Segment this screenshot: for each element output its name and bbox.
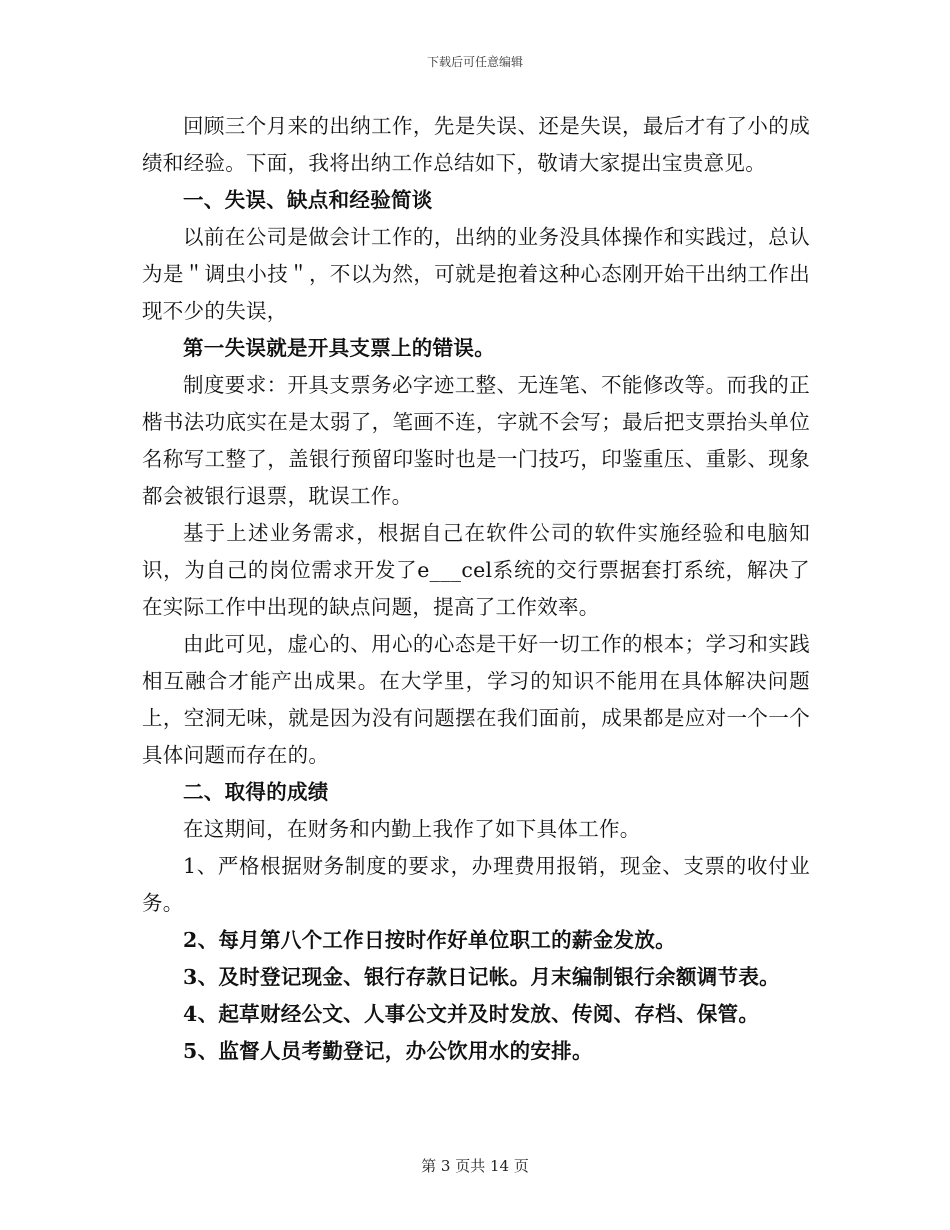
- list-item-1: 1、严格根据财务制度的要求，办理费用报销，现金、支票的收付业务。: [142, 854, 810, 915]
- paragraph-intro: 回顾三个月来的出纳工作，先是失误、还是失误，最后才有了小的成绩和经验。下面，我将出纳工作总结如下，敬请大家提出宝贵意见。: [142, 114, 810, 175]
- paragraph-conclusion: 由此可见，虚心的、用心的心态是干好一切工作的根本；学习和实践相互融合才能产出成果。在大学里，学习的知识不能用在具体解决问题上，空洞无味，就是因为没有问题摆在我们面前，成果都是应对一个一个具体问题而存在的。: [142, 632, 810, 767]
- paragraph-check-rules: 制度要求：开具支票务必字迹工整、无连笔、不能修改等。而我的正楷书法功底实在是太弱了，笔画不连，字就不会写；最后把支票抬头单位名称写工整了，盖银行预留印鉴时也是一门技巧，印鉴重压、重影、现象都会被银行退票，耽误工作。: [142, 373, 810, 508]
- list-item-2: 2、每月第八个工作日按时作好单位职工的薪金发放。: [183, 928, 676, 952]
- paragraph-work-intro: 在这期间，在财务和内勤上我作了如下具体工作。: [183, 817, 641, 841]
- paragraph-solution: 基于上述业务需求，根据自己在软件公司的软件实施经验和电脑知识，为自己的岗位需求开发了e___cel系统的交行票据套打系统，解决了在实际工作中出现的缺点问题，提高了工作效率。: [142, 521, 810, 619]
- subheading-first-error: 第一失误就是开具支票上的错误。: [183, 336, 495, 360]
- page-footer: 第 3 页共 14 页: [421, 1157, 529, 1175]
- paragraph-background: 以前在公司是做会计工作的，出纳的业务没具体操作和实践过，总认为是＂调虫小技＂，不以为然，可就是抱着这种心态刚开始干出纳工作出现不少的失误，: [142, 225, 810, 323]
- heading-section-2: 二、取得的成绩: [183, 780, 329, 804]
- heading-section-1: 一、失误、缺点和经验简谈: [183, 188, 433, 212]
- list-item-5: 5、监督人员考勤登记，办公饮用水的安排。: [183, 1039, 593, 1063]
- document-body: [142, 108, 810, 1070]
- list-item-4: 4、起草财经公文、人事公文并及时发放、传阅、存档、保管。: [183, 1002, 760, 1026]
- page-header: 下载后可任意编辑: [426, 55, 523, 69]
- list-item-3: 3、及时登记现金、银行存款日记帐。月末编制银行余额调节表。: [183, 965, 780, 989]
